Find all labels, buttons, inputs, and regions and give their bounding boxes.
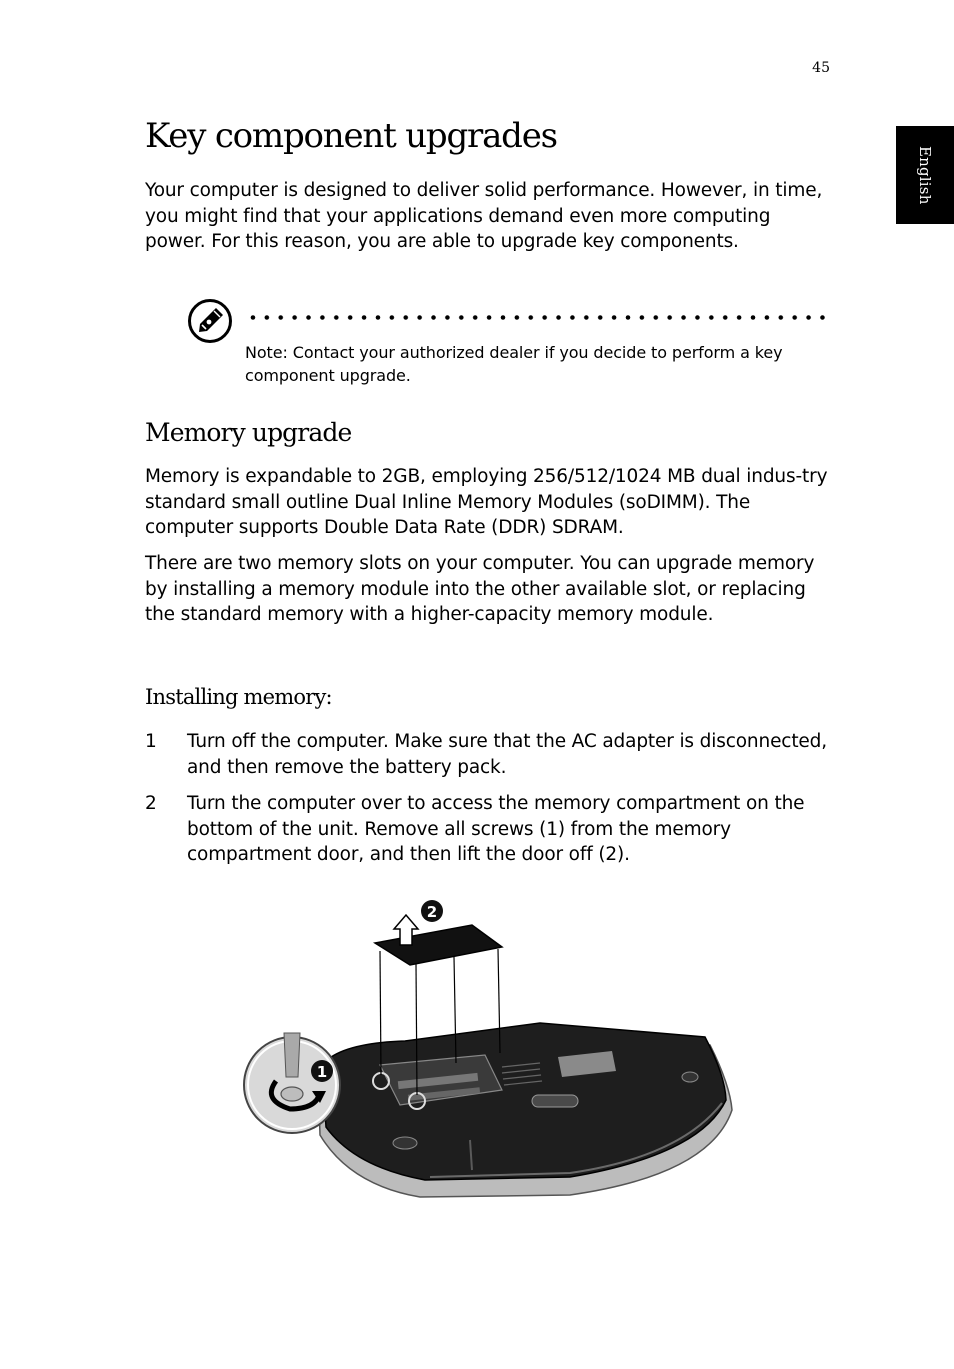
note-body: : Contact your authorized dealer if you decide to perform a key component upgrade. bbox=[245, 343, 783, 385]
compartment-door bbox=[375, 925, 502, 965]
language-side-tab bbox=[896, 126, 954, 224]
callout-1-label: 1 bbox=[316, 1063, 328, 1081]
note-pen-icon bbox=[187, 298, 233, 344]
memory-paragraph-2: There are two memory slots on your computer. You can upgrade memory by installing a memory module into the other available slot, or replacing the standard memory with a higher-capacity memory module. bbox=[145, 553, 815, 625]
note-dotted-rule bbox=[246, 315, 830, 320]
door-reference: (2) bbox=[598, 844, 625, 865]
memory-upgrade-heading: Memory upgrade bbox=[145, 418, 352, 447]
screw-reference: (1) bbox=[539, 818, 565, 840]
step-2-text bbox=[187, 791, 837, 868]
note-label: Note bbox=[245, 343, 283, 362]
callout-2-label: 2 bbox=[426, 903, 438, 921]
step-1-text: Turn off the computer. Make sure that the AC adapter is disconnected, and then remove the battery pack. bbox=[187, 731, 827, 778]
page-number: 45 bbox=[812, 60, 830, 76]
step-1-number: 1 bbox=[145, 731, 157, 752]
page-title: Key component upgrades bbox=[145, 116, 557, 156]
intro-paragraph: Your computer is designed to deliver solid performance. However, in time, you might find that your applications demand even more computing power. For this reason, you are able to upgrade key components. bbox=[145, 180, 823, 252]
screwdriver-icon bbox=[284, 1033, 300, 1077]
side-tab-label: English bbox=[916, 145, 934, 205]
installing-memory-heading: Installing memory: bbox=[145, 685, 332, 709]
step-2-text-b: from the memory compartment door, and then lift the door off bbox=[187, 818, 731, 865]
step-2-number: 2 bbox=[145, 793, 157, 814]
note-text bbox=[245, 341, 835, 387]
step-2-text-c: . bbox=[624, 844, 630, 865]
step-2-text-a: Turn the computer over to access the memory compartment on the bottom of the unit. Remove all screws bbox=[187, 793, 805, 840]
memory-compartment-illustration bbox=[240, 895, 740, 1210]
memory-paragraph-1: Memory is expandable to 2GB, employing 256/512/1024 MB dual indus-try standard small outline Dual Inline Memory Modules (soDIMM). The computer supports Double Data Rate (DDR) SDRAM. bbox=[145, 466, 828, 538]
